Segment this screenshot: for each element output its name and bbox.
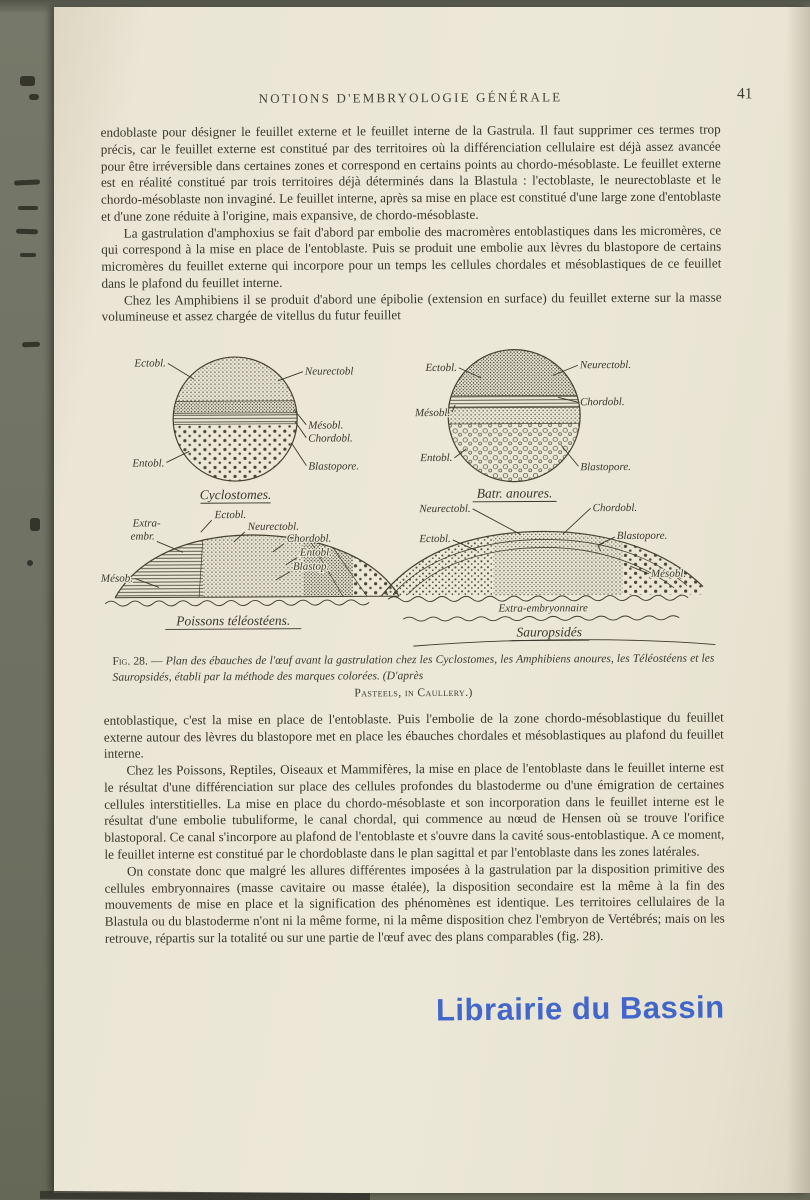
paragraph-top-1: endoblaste pour désigner le feuillet externe et le feuillet interne de la Gastrula. Il faut supprimer ces termes trop précis, car le feuillet externe est constitué par des territoires où la différenciation cellulaire est déjà assez avancée pour être irréversible dans certaines zones et correspond en certains points au chordo-mésoblaste. Le feuillet externe est en réalité constitué par trois territoires déjà déterminés dans la Blastula : l'ectoblaste, le neurectoblaste et le chordo-mésoblaste non invaginé. Le feuillet interne, après sa mise en place est constitué d'une large zone d'entoblaste et d'une zone réduite à l'origine, mais expansive, de chordo-mésoblaste. <box>100 121 722 224</box>
figure-28 <box>102 337 724 703</box>
page-number: 41 <box>736 85 753 103</box>
label-batr-ectobl: Ectobl. <box>425 362 457 375</box>
sauropsides-yolk-wave-1 <box>388 595 688 602</box>
book-bottom-edge <box>40 1191 370 1200</box>
label-poissons-neurectobl: Neurectobl. <box>247 520 299 534</box>
gutter-mark <box>30 518 40 531</box>
page-title: NOTIONS D'EMBRYOLOGIE GÉNÉRALE <box>258 89 563 106</box>
label-batr-neurectobl: Neurectobl. <box>579 359 632 372</box>
title-poissons: Poissons téléostéens. <box>176 612 291 629</box>
label-poissons-extra-line2: embr. <box>130 530 155 543</box>
title-cyclostomes: Cyclostomes. <box>199 487 272 503</box>
title-batr-anoures: Batr. anoures. <box>476 485 553 501</box>
gutter-mark <box>18 206 38 210</box>
figure-caption <box>112 651 714 703</box>
label-cyclostomes-chordobl: Chordobl. <box>308 432 353 445</box>
book-page <box>54 7 810 1193</box>
sauropsides-yolk-wave-2 <box>403 616 679 621</box>
title-underline <box>165 629 301 630</box>
gutter-mark <box>16 229 38 235</box>
diagram-sauropsides <box>381 502 716 647</box>
poissons-yolk-wave <box>105 600 369 606</box>
label-poissons-ectobl: Ectobl. <box>214 509 247 522</box>
gutter-mark <box>20 76 35 86</box>
figure-caption-text <box>112 651 714 687</box>
figure-caption-number: Fig. 28. <box>112 654 148 668</box>
label-sauropsides-neurectobl: Neurectobl. <box>419 503 471 516</box>
watermark-librairie-du-bassin: Librairie du Bassin <box>435 989 725 1028</box>
label-poissons-mesob: Mésob. <box>100 572 134 585</box>
gutter-mark <box>27 560 33 566</box>
paragraph-bottom-3: On constate donc que malgré les allures différentes imposées à la gastrulation par la disposition primitive des cellules embryonnaires (masse cavitaire ou masse étalée), la disposition secondaire est la même à la fin des mouvements de mise en place et la signification des phénomènes est identique. Les territoires cellulaires de la Blastula ou du blastoderme n'ont ni la même forme, ni la même disposition chez l'embryon de Vertébrés; mais on les retrouve, répartis sur la totalité ou sur une partie de l'œuf avec des plans comparables (fig. 28). <box>104 860 725 946</box>
paragraph-top-3: Chez les Amphibiens il se produit d'abord une épibolie (extension en surface) du feuillet externe sur la masse volumineuse et assez chargée de vitellus du futur feuillet <box>101 289 722 325</box>
label-batr-entobl: Entobl. <box>420 452 453 465</box>
poissons-regions <box>115 534 399 597</box>
label-sauropsides-extra-embryonnaire: Extra-embryonnaire <box>498 602 588 615</box>
paragraph-top-2: La gastrulation d'amphoxius se fait d'abord par embolie des macromères entoblastiques dans les micromères, ce qui correspond à la mise en place de l'entoblaste. Puis se produit une embolie aux lèvres du blastopore de certains micromères du feuillet externe qui incorpore pour un temps les cellules chordales et mésoblastiques de ce feuillet dans le plafond du feuillet interne. <box>101 222 722 291</box>
label-cyclostomes-blastopore: Blastopore. <box>308 460 360 473</box>
label-cyclostomes-mesobl: Mésobl. <box>308 419 344 432</box>
paragraph-bottom-1: entoblastique, c'est la mise en place de l'entoblaste. Puis l'embolie de la zone chordo-mésoblastique du feuillet externe autour des lèvres du blastopore met en place les ébauches chordales et mésoblastiques au plafond du feuillet interne. <box>103 709 724 762</box>
diagram-cyclostomes <box>131 357 359 504</box>
figure-caption-credit: Pasteels, in Caullery.) <box>354 685 473 700</box>
label-cyclostomes-ectobl: Ectobl. <box>134 357 166 370</box>
label-sauropsides-ectobl: Ectobl. <box>419 533 451 546</box>
label-batr-mesobl: Mésobl. <box>414 407 451 420</box>
label-sauropsides-blastopore: Blastopore. <box>616 529 668 543</box>
label-cyclostomes-entobl: Entobl. <box>132 457 165 470</box>
label-poissons-blastop: Blastop. <box>292 560 330 573</box>
label-batr-chordobl: Chordobl. <box>580 396 625 409</box>
label-batr-blastopore: Blastopore. <box>580 461 632 474</box>
label-poissons-chordobl: Chordobl. <box>286 532 332 545</box>
paragraph-bottom-2: Chez les Poissons, Reptiles, Oiseaux et Mammifères, la mise en place de l'entoblaste dans le feuillet interne est le résultat d'une différenciation sur place des cellules profondes du blastoderme ou d'une émigration de certaines cellules interstitielles. La mise en place du chordo-mésoblaste et son incorporation dans le feuillet interne est le résultat d'une embolie tubuliforme, le canal chordal, qui commence au nœud de Hensen où se trouve l'orifice blastoporal. Ce canal s'incorpore au plafond de l'entoblaste et s'ouvre dans la cavité sous-entoblastique. A ce moment, le feuillet interne est constitué par le chordoblaste dans le plan sagittal et par l'entoblaste dans les zones latérales. <box>104 759 725 862</box>
gutter-mark <box>20 253 36 257</box>
gutter-mark <box>14 179 40 185</box>
page-content <box>54 3 810 948</box>
figure-28-diagrams <box>102 337 724 652</box>
label-sauropsides-chordobl: Chordobl. <box>592 502 638 515</box>
gutter-mark <box>29 94 39 100</box>
running-header <box>100 85 753 109</box>
label-poissons-entobl: Entobl. <box>299 546 332 559</box>
title-sauropsides: Sauropsidés <box>516 624 583 640</box>
gutter-mark <box>22 342 40 348</box>
figure-caption-body: Plan des ébauches de l'œuf avant la gastrulation chez les Cyclostomes, les Amphibiens anoures, les Téléostéens et les Sauropsidés, établi par la méthode des marques colorées. (D'après <box>112 651 715 685</box>
figure-caption-dash: — <box>150 654 163 668</box>
diagram-batr-anoures <box>414 349 632 502</box>
label-poissons-extra-line1: Extra- <box>132 517 161 530</box>
label-cyclostomes-neurectobl: Neurectobl <box>304 365 354 378</box>
label-sauropsides-mesobl: Mésobl. <box>650 567 687 581</box>
diagram-poissons-teleosteens <box>100 508 400 630</box>
sauropsides-sweep-line <box>413 639 715 646</box>
